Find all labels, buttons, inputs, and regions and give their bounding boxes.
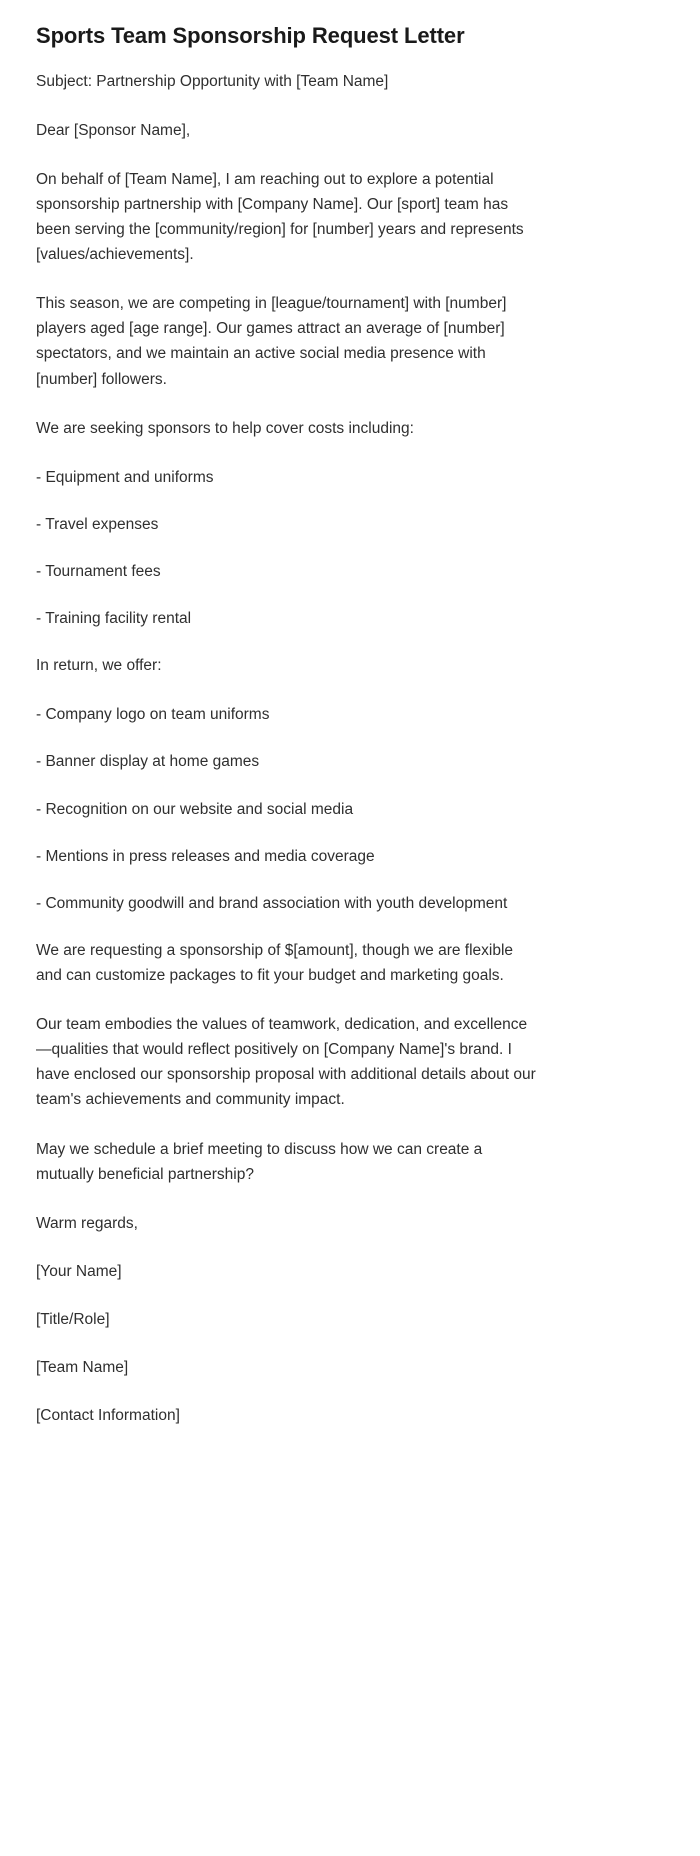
list-item: - Travel expenses xyxy=(36,515,159,533)
page-title: Sports Team Sponsorship Request Letter xyxy=(36,23,465,48)
values-paragraph: Our team embodies the values of teamwork, dedication, and excellence—qualities that would reflect positively on [Company Name]'s brand. I have enclosed our sponsorship proposal with additional details about our team's achievements and community impact. xyxy=(36,1016,536,1109)
request-paragraph: We are requesting a sponsorship of $[amount], though we are flexible and can customize packages to fit your budget and marketing goals. xyxy=(36,941,514,984)
offer-intro: In return, we offer: xyxy=(36,657,162,675)
season-paragraph: This season, we are competing in [league/tournament] with [number] players aged [age range]. Our games attract an average of [number] spectators, and we maintain an active social media presence with [number] followers. xyxy=(36,295,507,388)
signature-title: [Title/Role] xyxy=(36,1310,110,1328)
costs-intro: We are seeking sponsors to help cover costs including: xyxy=(36,419,414,437)
list-item: - Recognition on our website and social media xyxy=(36,800,354,818)
signoff: Warm regards, xyxy=(36,1214,138,1232)
list-item: - Tournament fees xyxy=(36,563,161,581)
closing-question: May we schedule a brief meeting to discuss how we can create a mutually beneficial partnership? xyxy=(36,1140,483,1183)
list-item: - Training facility rental xyxy=(36,610,192,628)
list-item: - Community goodwill and brand association with youth development xyxy=(36,894,508,912)
salutation: Dear [Sponsor Name], xyxy=(36,121,191,139)
signature-name: [Your Name] xyxy=(36,1262,122,1280)
signature-contact: [Contact Information] xyxy=(36,1407,180,1425)
intro-paragraph: On behalf of [Team Name], I am reaching out to explore a potential sponsorship partnership with [Company Name]. Our [sport] team has been serving the [community/region] for [number] years and represents [values/achievements]. xyxy=(36,170,524,264)
list-item: - Company logo on team uniforms xyxy=(36,706,270,724)
subject-line: Subject: Partnership Opportunity with [Team Name] xyxy=(36,72,389,90)
list-item: - Equipment and uniforms xyxy=(36,468,214,486)
list-item: - Mentions in press releases and media coverage xyxy=(36,847,375,865)
signature-team: [Team Name] xyxy=(36,1359,129,1377)
list-item: - Banner display at home games xyxy=(36,753,260,771)
